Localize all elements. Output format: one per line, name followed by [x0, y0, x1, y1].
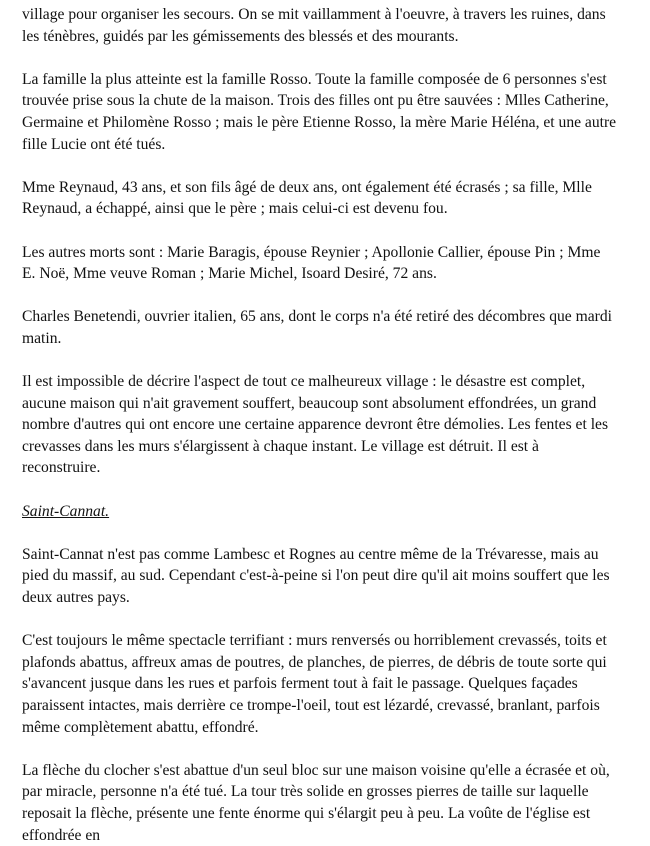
- text-line: pied du massif, au sud. Cependant c'est-à-peine si l'on peut dire qu'il ait moins souffert que les: [22, 567, 610, 585]
- paragraph: [22, 4, 634, 47]
- paragraph: [22, 69, 634, 155]
- section-heading: [22, 501, 634, 523]
- text-line: trouvée prise sous la chute de la maison. Trois des filles ont pu être sauvées : Mlles Catherine,: [22, 92, 609, 110]
- text-line: village pour organiser les secours. On se mit vaillamment à l'oeuvre, à travers les ruines, dans: [22, 6, 606, 23]
- text-line: deux autres pays.: [22, 589, 130, 607]
- paragraph: [22, 544, 634, 609]
- text-line: Reynaud, a échappé, ainsi que le père ; mais celui-ci est devenu fou.: [22, 200, 448, 218]
- text-line: Charles Benetendi, ouvrier italien, 65 ans, dont le corps n'a été retiré des décombres que mardi: [22, 308, 612, 326]
- text-line: reconstruire.: [22, 459, 101, 477]
- text-line: C'est toujours le même spectacle terrifiant : murs renversés ou horriblement crevassés, toits et: [22, 632, 607, 650]
- text-line: matin.: [22, 329, 62, 347]
- text-line: Mme Reynaud, 43 ans, et son fils âgé de deux ans, ont également été écrasés ; sa fille, Mlle: [22, 178, 592, 196]
- paragraph: [22, 177, 634, 220]
- text-line: effondrée en: [22, 826, 101, 844]
- text-line: crevasses dans les murs s'élargissent à chaque instant. Le village est détruit. Il est à: [22, 437, 539, 455]
- paragraph: [22, 760, 634, 846]
- text-line: Saint-Cannat n'est pas comme Lambesc et Rognes au centre même de la Trévaresse, mais au: [22, 545, 599, 563]
- text-line: La flèche du clocher s'est abattue d'un seul bloc sur une maison voisine qu'elle a écrasée et où,: [22, 761, 610, 779]
- text-line: aucune maison qui n'ait gravement souffert, beaucoup sont absolument effondrées, un grand: [22, 394, 597, 412]
- text-line: les ténèbres, guidés par les gémissements des blessés et des mourants.: [22, 27, 459, 45]
- text-line: Les autres morts sont : Marie Baragis, épouse Reynier ; Apollonie Callier, épouse Pin ; Mme: [22, 243, 601, 261]
- document-page: [22, 4, 634, 846]
- text-line: Saint-Cannat.: [22, 502, 110, 520]
- text-line: fille Lucie ont été tués.: [22, 135, 166, 153]
- text-line: nombre d'autres qui ont encore une certaine apparence devront être démolies. Les fentes et les: [22, 416, 609, 434]
- paragraph: [22, 242, 634, 285]
- text-line: E. Noë, Mme veuve Roman ; Marie Michel, Isoard Desiré, 72 ans.: [22, 265, 437, 283]
- text-line: Germaine et Philomène Rosso ; mais le père Etienne Rosso, la mère Marie Héléna, et une autre: [22, 113, 617, 131]
- paragraph: [22, 630, 634, 738]
- text-line: plafonds abattus, affreux amas de poutres, de planches, de pierres, de débris de toute sorte qui: [22, 653, 607, 671]
- text-line: Il est impossible de décrire l'aspect de tout ce malheureux village : le désastre est complet,: [22, 373, 586, 391]
- text-line: paraissent intactes, mais derrière ce trompe-l'oeil, tout est lézardé, crevassé, branlant, parfois: [22, 697, 600, 714]
- text-line: reposait la flèche, présente une fente énorme qui s'élargit peu à peu. La voûte de l'église est: [22, 804, 591, 822]
- text-line: s'avancent jusque dans les rues et parfois ferment tout à fait le passage. Quelques façades: [22, 675, 578, 693]
- text-line: par miracle, personne n'a été tué. La tour très solide en grosses pierres de taille sur laquelle: [22, 783, 589, 801]
- text-line: La famille la plus atteinte est la famille Rosso. Toute la famille composée de 6 personnes s'est: [22, 70, 607, 88]
- text-line: même complètement abattu, effondré.: [22, 718, 259, 736]
- paragraph: [22, 371, 634, 479]
- paragraph: [22, 306, 634, 349]
